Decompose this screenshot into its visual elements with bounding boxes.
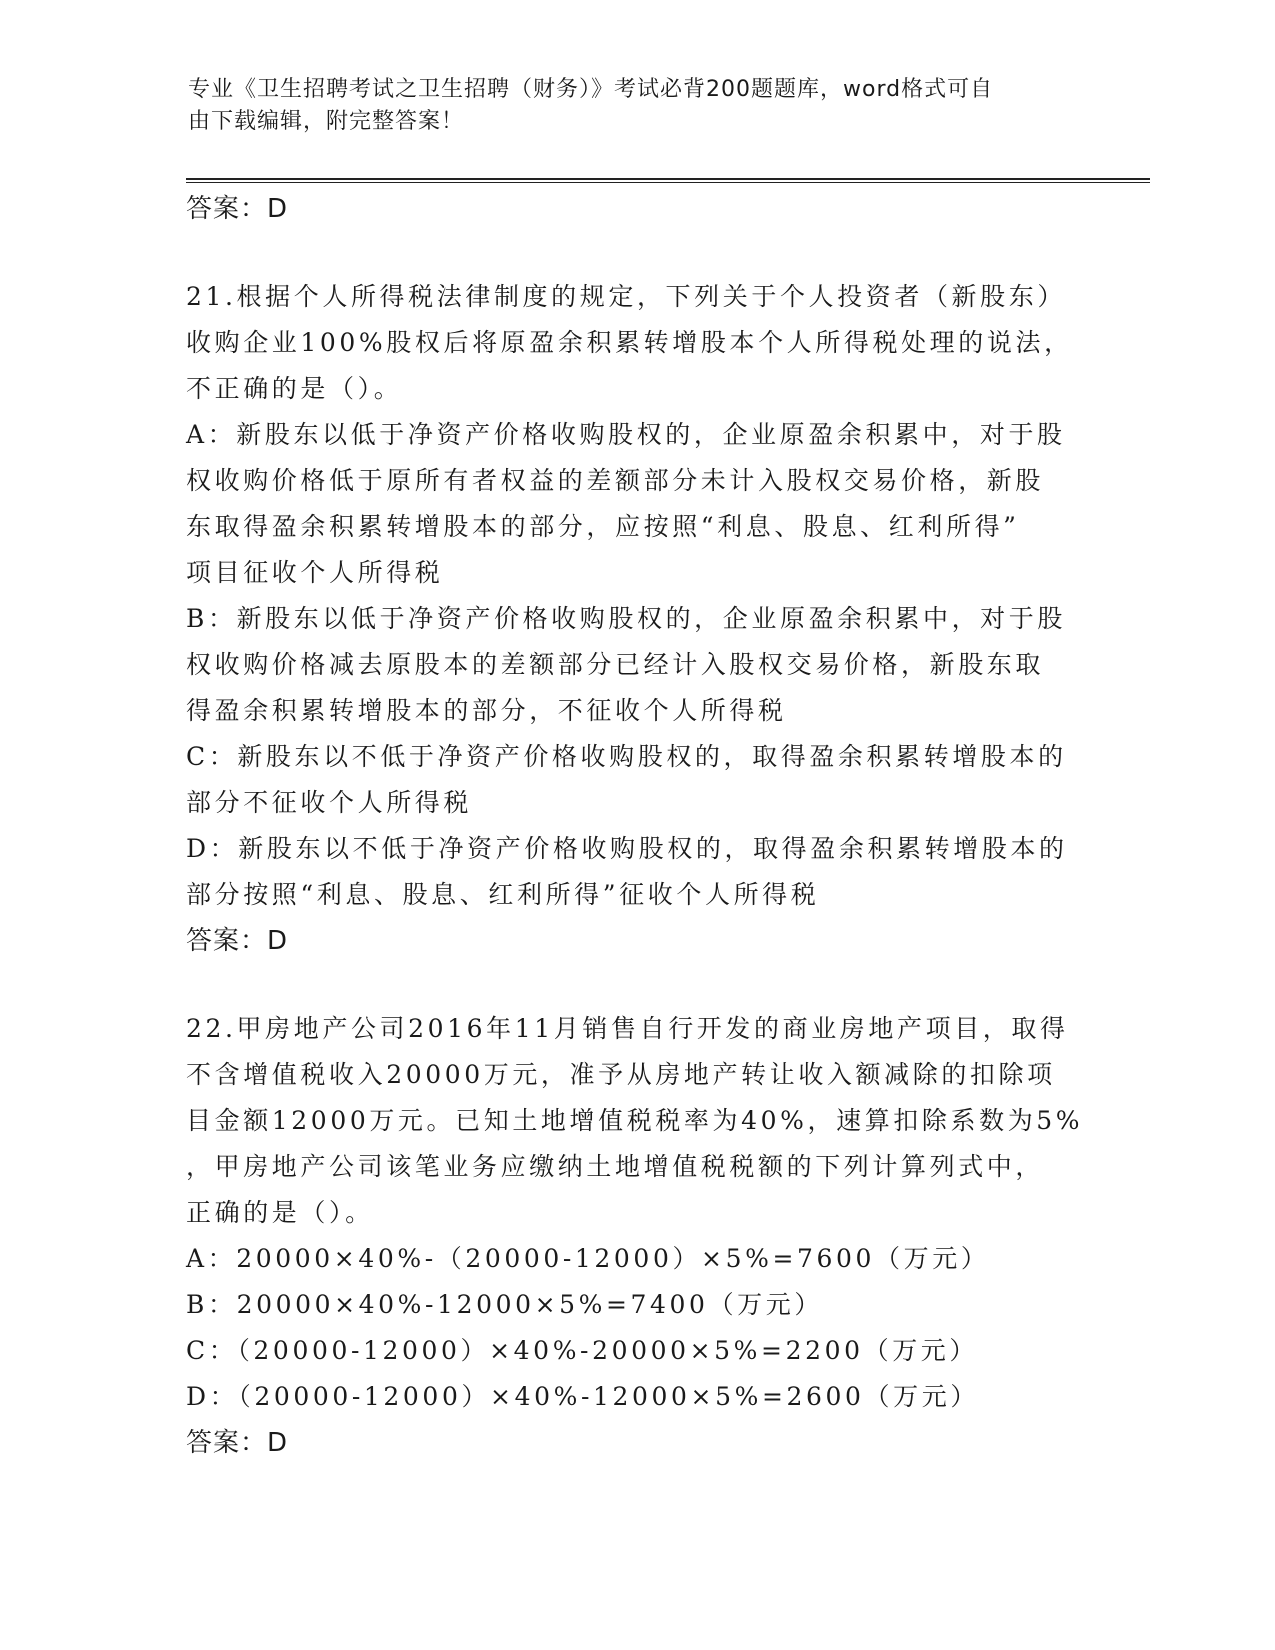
- option-c: [186, 734, 1066, 826]
- option-c: C：（20000-12000）×40%-20000×5%=2200（万元）: [186, 1336, 979, 1365]
- option-line: 东取得盈余积累转增股本的部分，应按照“利息、股息、红利所得”: [186, 512, 1020, 541]
- question-22: [186, 1006, 1084, 1466]
- option-line: 部分不征收个人所得税: [186, 788, 473, 817]
- question-stem-line: 不含增值税收入20000万元，准予从房地产转让收入额减除的扣除项: [186, 1060, 1056, 1089]
- option-b: B：20000×40%-12000×5%=7400（万元）: [186, 1290, 823, 1319]
- header-line: 专业《卫生招聘考试之卫生招聘（财务）》考试必背200题题库，word格式可自: [188, 77, 994, 102]
- question-stem-line: 目金额12000万元。已知土地增值税税率为40%，速算扣除系数为5%: [186, 1106, 1084, 1135]
- header-line: 由下载编辑，附完整答案！: [188, 109, 465, 134]
- option-line: 权收购价格低于原所有者权益的差额部分未计入股权交易价格，新股: [186, 466, 1045, 495]
- option-line: D：新股东以不低于净资产价格收购股权的，取得盈余积累转增股本的: [186, 834, 1068, 863]
- page-header: [188, 74, 1068, 138]
- option-line: 权收购价格减去原股本的差额部分已经计入股权交易价格，新股东取: [186, 650, 1045, 679]
- option-line: 得盈余积累转增股本的部分，不征收个人所得税: [186, 696, 787, 725]
- option-d: D：（20000-12000）×40%-12000×5%=2600（万元）: [186, 1382, 979, 1411]
- option-b: [186, 596, 1066, 734]
- question-stem-line: 22.甲房地产公司2016年11月销售自行开发的商业房地产项目，取得: [186, 1014, 1069, 1043]
- option-d: [186, 826, 1066, 918]
- question-stem-line: 收购企业100%股权后将原盈余积累转增股本个人所得税处理的说法，: [186, 328, 1073, 357]
- question-stem-line: ，甲房地产公司该笔业务应缴纳土地增值税税额的下列计算列式中，: [186, 1152, 1045, 1181]
- option-line: 部分按照“利息、股息、红利所得”征收个人所得税: [186, 880, 820, 909]
- answer-label: 答案：D: [186, 926, 289, 956]
- question-stem-line: 正确的是（）。: [186, 1198, 374, 1227]
- document-body: [186, 186, 1084, 1508]
- header-divider: [186, 178, 1150, 183]
- option-a: [186, 412, 1066, 596]
- question-stem-line: 21.根据个人所得税法律制度的规定，下列关于个人投资者（新股东）: [186, 282, 1066, 311]
- option-line: 项目征收个人所得税: [186, 558, 444, 587]
- question-stem-line: 不正确的是（）。: [186, 374, 403, 403]
- option-line: C：新股东以不低于净资产价格收购股权的，取得盈余积累转增股本的: [186, 742, 1067, 771]
- option-line: A：新股东以低于净资产价格收购股权的，企业原盈余积累中，对于股: [186, 420, 1066, 449]
- previous-answer: 答案：D: [186, 194, 289, 224]
- option-a: A：20000×40%-（20000-12000）×5%=7600（万元）: [186, 1244, 990, 1273]
- option-line: B：新股东以低于净资产价格收购股权的，企业原盈余积累中，对于股: [186, 604, 1066, 633]
- answer-label: 答案：D: [186, 1428, 289, 1458]
- question-21: [186, 274, 1073, 964]
